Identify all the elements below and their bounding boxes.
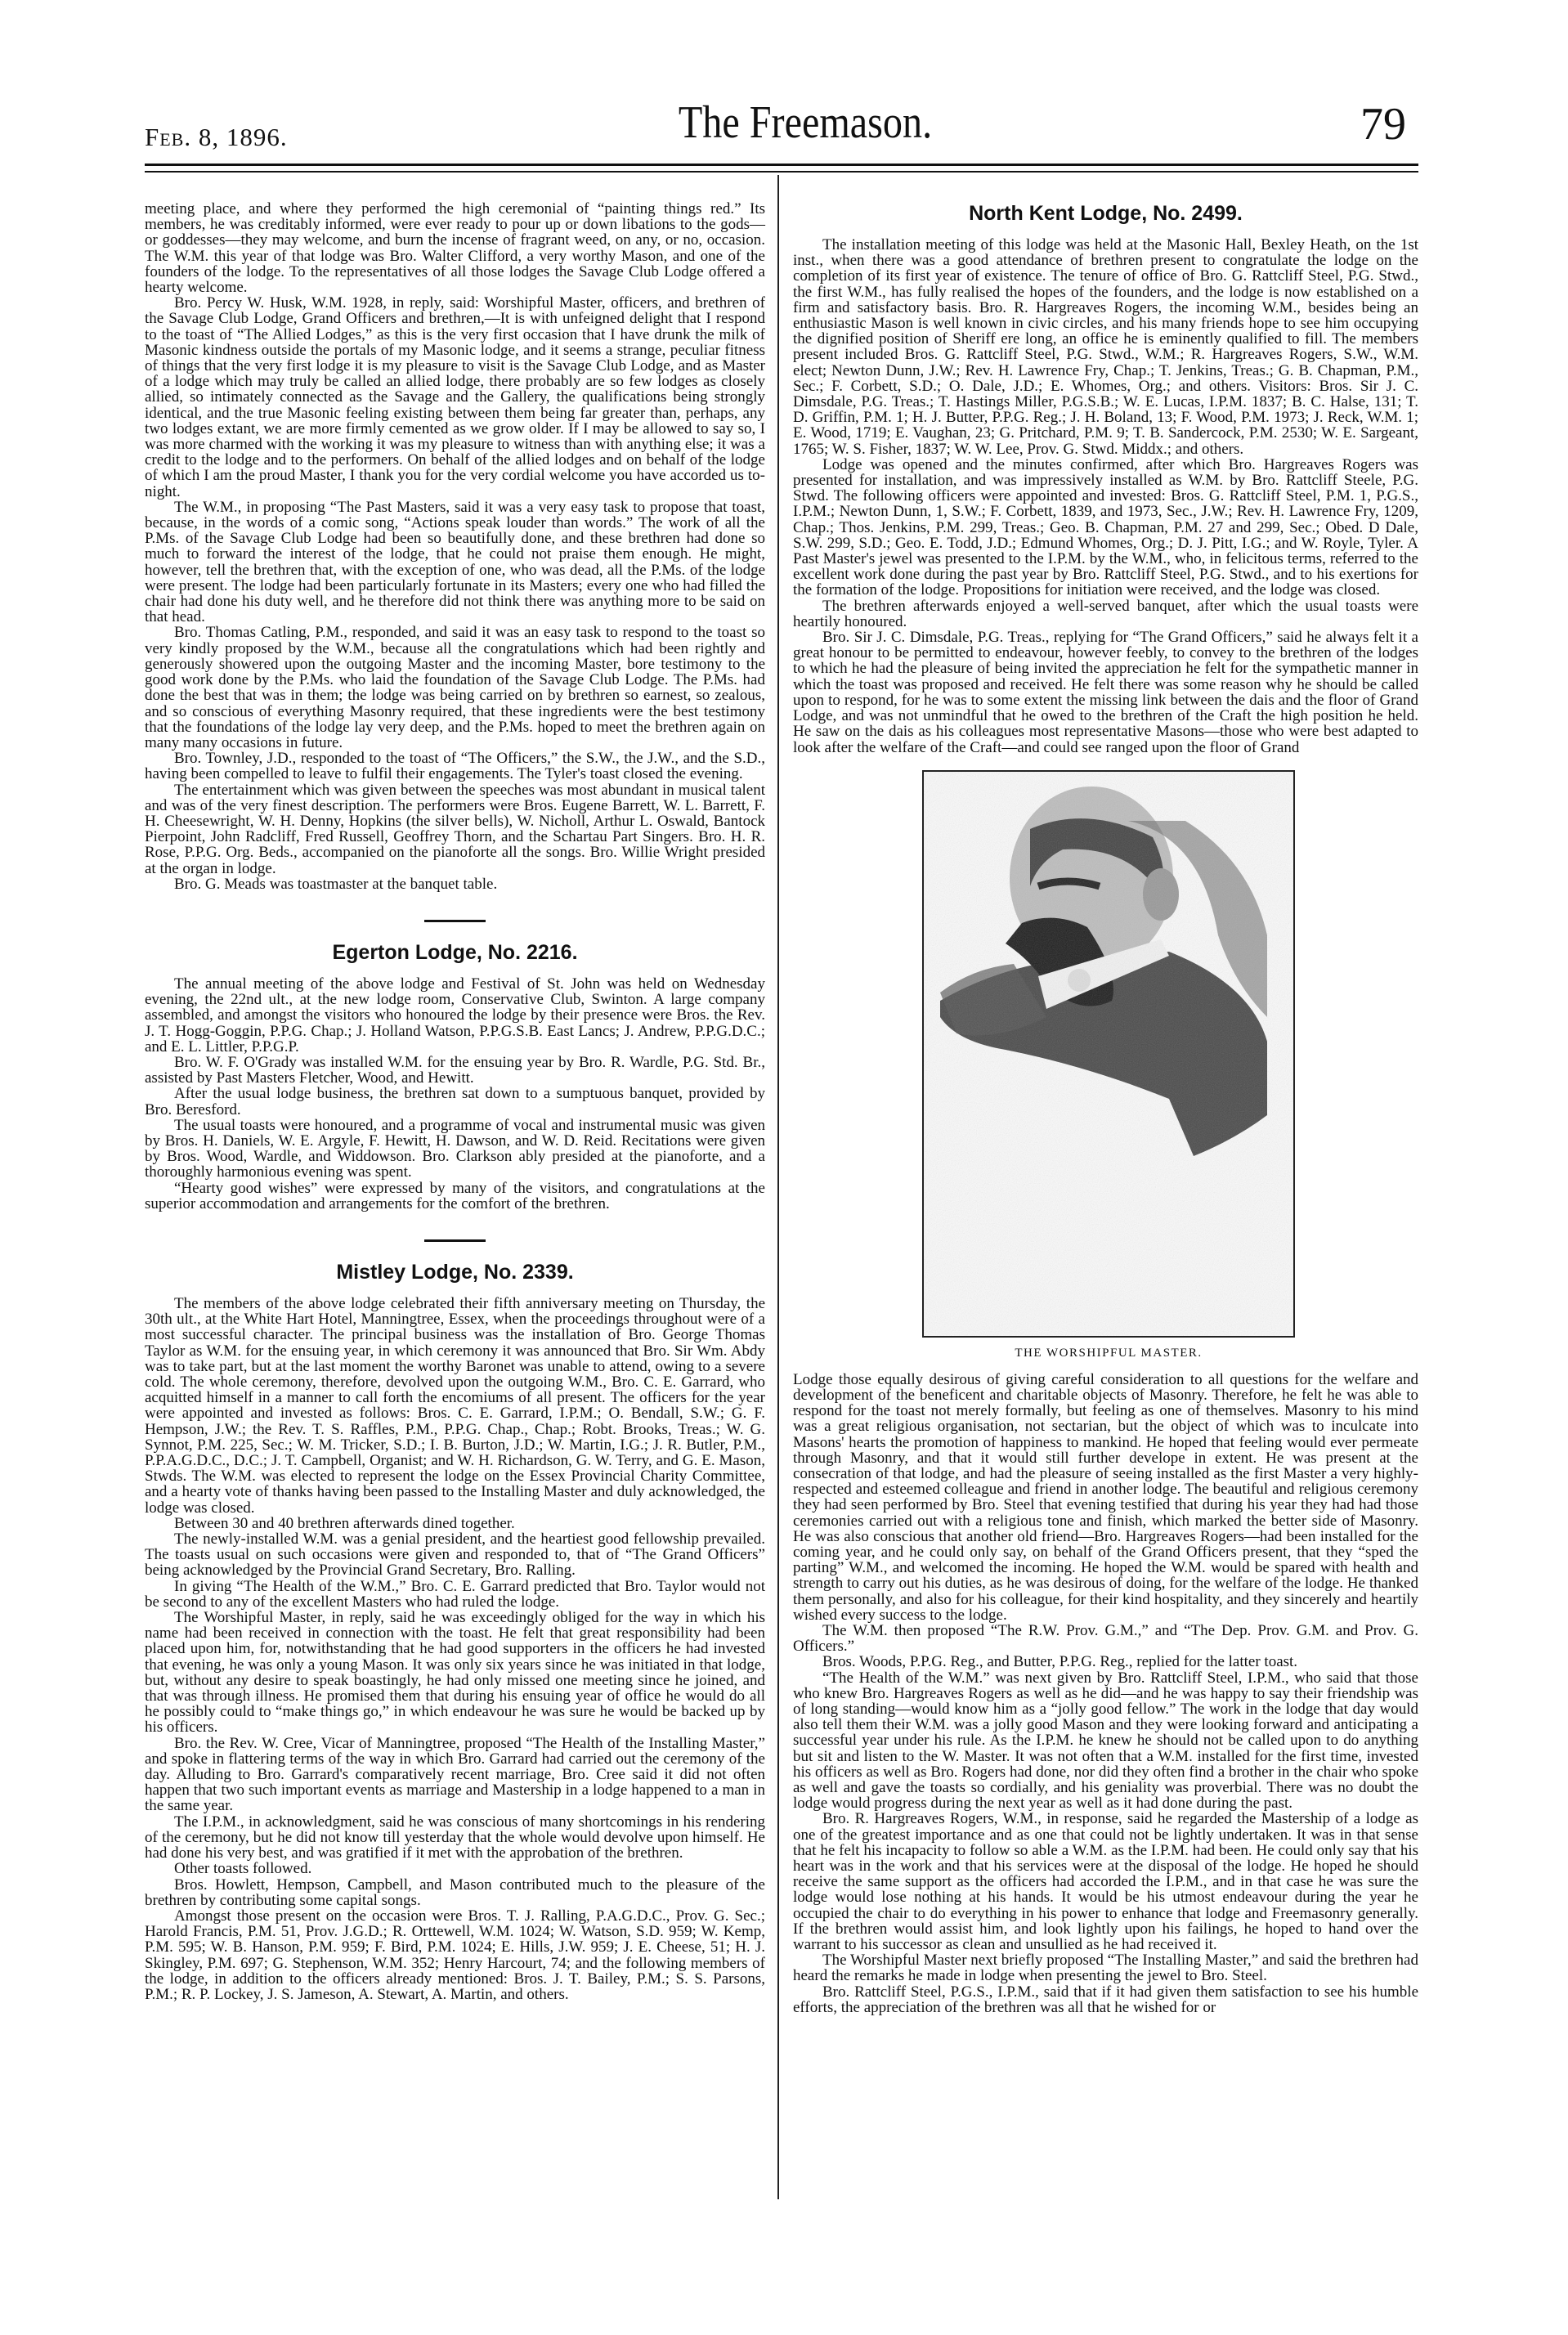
article-paragraph: Bro. Rattcliff Steel, P.G.S., I.P.M., said that if it had given them satisfaction to see his humble efforts, the appreciation of the brethren was all that he wished for or xyxy=(793,1983,1418,2016)
article-paragraph: Other toasts followed. xyxy=(174,1860,312,1878)
article-heading: Egerton Lodge, No. 2216. xyxy=(332,940,578,964)
article-paragraph: The Worshipful Master, in reply, said he was exceedingly obliged for the way in which his name had been received in connection with the toast. He felt that great responsibility had been placed upon him, for, notwithstanding that he had good supporters in the officers he had invested that evening, he was only a young Mason. It was only six years since he was initiated in that lodge, but, without any desire to speak boastingly, he had only missed one meeting since he joined, and that was through illness. He promised them that during his ensuing year of office he would do all he possibly could to “make things go,” in which endeavour he was sure he would be backed up by his officers. xyxy=(145,1609,765,1737)
article-paragraph: The newly-installed W.M. was a genial president, and the heartiest good fellowship prevailed. The toasts usual on such occasions were given and responded to, that of “The Grand Officers” being acknowledged by the Provincial Grand Secretary, Bro. Ralling. xyxy=(145,1531,765,1580)
article-paragraph: The brethren afterwards enjoyed a well-served banquet, after which the usual toasts were heartily honoured. xyxy=(793,597,1418,630)
article-paragraph: Bros. Woods, P.P.G. Reg., and Butter, P.P.G. Reg., replied for the latter toast. xyxy=(822,1653,1298,1671)
article-paragraph: Between 30 and 40 brethren afterwards dined together. xyxy=(174,1514,515,1532)
article-paragraph: meeting place, and where they performed the high ceremonial of “painting things red.” Its members, he was creditably informed, were ever ready to pour up or down libations to the gods—or goddesses—they may welcome, and burn the incense of fragrant weed, on any, or no, occasion. The W.M. this year of that lodge was Bro. Walter Clifford, a very worthy Mason, and one of the founders of the lodge. To the representatives of all those lodges the Savage Club Lodge offered a hearty welcome. xyxy=(145,200,765,297)
article-heading: Mistley Lodge, No. 2339. xyxy=(336,1260,574,1284)
issue-date: Feb. 8, 1896. xyxy=(145,123,288,151)
mistley-lodge-article xyxy=(145,1260,765,2002)
article-paragraph: Bros. Howlett, Hempson, Campbell, and Mason contributed much to the pleasure of the brethren by contributing some capital songs. xyxy=(145,1876,765,1909)
article-paragraph: Bro. W. F. O'Grady was installed W.M. for the ensuing year by Bro. R. Wardle, P.G. Std. Br., assisted by Past Masters Fletcher, Wood, and Hewitt. xyxy=(145,1053,765,1087)
article-paragraph: The installation meeting of this lodge was held at the Masonic Hall, Bexley Heath, on the 1st inst., when there was a good attendance of brethren present to congratulate the lodge on the completion of its first year of existence. The tenure of office of Bro. G. Rattcliff Steel, P.G. Stwd., the first W.M., has fully realised the hopes of the founders, and the lodge is now established on a firm and satisfactory basis. Bro. R. Hargreaves Rogers, the incoming W.M., besides being an enthusiastic Mason is well known in civic circles, and his many friends hope to see him occupying the dignified position of Sheriff ere long, an office he is eminently qualified to fill. The members present included Bros. G. Rattcliff Steel, P.G. Stwd., W.M.; R. Hargreaves Rogers, S.W., W.M. elect; Newton Dunn, J.W.; Rev. H. Lawrence Fry, Chap.; T. Jenkins, Treas.; G. B. Chapman, P.M., Sec.; F. Corbett, S.D.; O. Dale, J.D.; E. Whomes, Org.; and others. Visitors: Bros. Sir J. C. Dimsdale, P.G. Treas.; T. Hastings Miller, P.G.S.B.; W. E. Lucas, I.P.M. 1837; B. C. Halse, 131; T. D. Griffin, P.M. 1; H. J. Butter, P.P.G. Reg.; J. H. Boland, 13; F. Wood, P.M. 1973; J. Reck, W.M. 1; E. Wood, 1719; E. Vaughan, 23; G. Pritchard, P.M. 9; T. B. Sandercock, P.M. 2530; W. E. Sargeant, 1765; W. S. Fisher, 1837; W. W. Lee, Prov. G. Stwd. Middx.; and others. xyxy=(793,236,1418,458)
article-paragraph: The annual meeting of the above lodge and Festival of St. John was held on Wednesday evening, the 22nd ult., at the new lodge room, Conservative Club, Swinton. A large company assembled, and amongst the visitors who honoured the lodge by their presence were Bros. the Rev. J. T. Hogg-Goggin, P.P.G. Chap.; J. Holland Watson, P.P.G.S.B. East Lancs; J. Andrew, P.P.G.D.C.; and E. L. Littler, P.P.G.P. xyxy=(145,975,765,1055)
right-column xyxy=(793,201,1418,2015)
masthead-rule xyxy=(145,164,1418,166)
article-paragraph: “Hearty good wishes” were expressed by many of the visitors, and congratulations at the superior accommodation and arrangements for the comfort of the brethren. xyxy=(145,1179,765,1212)
article-paragraph: The Worshipful Master next briefly proposed “The Installing Master,” and said the brethren had heard the remarks he made in lodge when presenting the jewel to Bro. Steel. xyxy=(793,1952,1418,1985)
page-number: 79 xyxy=(1360,99,1406,150)
article-paragraph: Lodge was opened and the minutes confirmed, after which Bro. Hargreaves Rogers was presented for installation, and was impressively installed as W.M. by Bro. Rattcliff Steele, P.G. Stwd. The following officers were appointed and invested: Bros. G. Rattcliff Steel, P.M. 1, P.G.S., I.P.M.; Newton Dunn, 1, S.W.; F. Corbett, 1839, and 1973, Sec., J.W.; Rev. H. Lawrence Fry, 1209, Chap.; Thos. Jenkins, P.M. 299, Treas.; Geo. B. Chapman, P.M. 27 and 299, Sec.; Obed. D Dale, S.W. 299, S.D.; Geo. E. Todd, J.D.; Edmund Whomes, Org.; D. J. Pitt, I.G.; and W. Royle, Tyler. A Past Master's jewel was presented to the I.P.M. by the W.M., who, in felicitous terms, referred to the excellent work done during the past year by Bro. Rattcliff Steel, P.G. Stwd., and to his exertions for the formation of the lodge. Propositions for initiation were received, and the lodge was closed. xyxy=(793,455,1418,599)
article-paragraph: Bro. R. Hargreaves Rogers, W.M., in response, said he regarded the Mastership of a lodge as one of the greatest importance and as one that could not be lightly undertaken. It was in that sense that he felt his incapacity to follow so able a W.M. as the I.P.M. had been. He could only say that his heart was in the work and that his services were at the disposal of the lodge. He hoped he should receive the same support as the officers had accorded the I.P.M., and in that case he was sure the lodge would lose nothing at his hands. It would be his utmost endeavour during the year he occupied the chair to do everything in his power to enhance that lodge and Freemasonry generally. If the brethren would assist him, and look lightly upon his failings, he hoped to hand over the warrant to his successor as clean and unsullied as he had received it. xyxy=(793,1810,1418,1954)
article-paragraph: Amongst those present on the occasion were Bros. T. J. Ralling, P.A.G.D.C., Prov. G. Sec.; Harold Francis, P.M. 51, Prov. J.G.D.; R. Orttewell, W.M. 1024; W. Watson, S.D. 959; W. Kemp, P.M. 595; W. B. Hanson, P.M. 959; F. Bird, P.M. 1024; E. Hills, J.W. 959; J. E. Cheese, 51; H. J. Skingley, P.M. 697; G. Stephenson, W.M. 352; Henry Harcourt, 74; and the following members of the lodge, in addition to the officers already mentioned: Bros. J. T. Bailey, P.M.; S. S. Parsons, P.M.; R. P. Lockey, J. S. Jameson, A. Stewart, A. Martin, and others. xyxy=(145,1907,765,2003)
article-paragraph: Bro. G. Meads was toastmaster at the banquet table. xyxy=(174,875,498,893)
portrait-photo xyxy=(922,770,1295,1338)
masthead-rule-thin xyxy=(145,171,1418,173)
column-divider xyxy=(777,175,779,2199)
article-paragraph: The entertainment which was given between the speeches was most abundant in musical talent and was of the very finest description. The performers were Bros. Eugene Barrett, W. L. Barrett, F. H. Cheesewright, W. H. Denny, Hopkins (the silver bells), W. Nicholl, Arthur L. Oswald, Bantock Pierpoint, John Radcliff, Fred Russell, Geoffrey Thorn, and the Schartau Part Singers. Bro. H. R. Rose, P.P.G. Org. Beds., accompanied on the pianoforte all the songs. Bro. Willie Wright presided at the organ in lodge. xyxy=(145,781,765,877)
left-column xyxy=(145,201,765,2002)
article-paragraph: In giving “The Health of the W.M.,” Bro. C. E. Garrard predicted that Bro. Taylor would not be second to any of the excellent Masters who had ruled the lodge. xyxy=(145,1577,765,1611)
portrait-figure xyxy=(922,770,1295,1360)
article-paragraph: The members of the above lodge celebrated their fifth anniversary meeting on Thursday, the 30th ult., at the White Hart Hotel, Manningtree, Essex, when the proceedings throughout were of a most successful character. The principal business was the installation of Bro. George Thomas Taylor as W.M. for the ensuing year, in which ceremony it was announced that Bro. Sir Wm. Abdy was to take part, but at the last moment the worthy Baronet was unable to attend, owing to a severe cold. The whole ceremony, therefore, devolved upon the outgoing W.M., Bro. C. E. Garrard, who acquitted himself in a manner to call forth the encomiums of all present. The officers for the year were appointed and invested as follows: Bros. C. E. Garrard, I.P.M.; O. Bendall, S.W.; G. F. Hempson, J.W.; the Rev. T. S. Raffles, P.M., P.P.G. Chap., Chap.; Robt. Brooks, Treas.; W. G. Synnot, P.M. 225, Sec.; W. M. Tricker, S.D.; I. B. Burton, J.D.; W. Martin, I.G.; J. R. Butler, P.M., P.P.A.G.D.C., D.C.; J. T. Campbell, Organist; and W. H. Richardson, G. W. Terry, and G. E. Mason, Stwds. The W.M. was elected to represent the lodge on the Essex Provincial Charity Committee, and a hearty vote of thanks having been passed to the Installing Master and duly acknowledged, the lodge was closed. xyxy=(145,1294,765,1517)
newspaper-title: The Freemason. xyxy=(678,97,933,148)
article-paragraph: Lodge those equally desirous of giving careful consideration to all questions for the welfare and development of the beneficent and charitable objects of Masonry. Therefore, he felt he was able to respond for the toast not merely formally, but feeling as one of themselves. Masonry to his mind was a great religious organisation, not sectarian, but the object of which was to inculcate into Masons' hearts the promotion of happiness to mankind. He hoped that feeling would ever permeate through Masonry, and that it would still further develope in extent. He was present at the consecration of that lodge, and had the pleasure of seeing installed as the first Master a very highly-respected and esteemed colleague and friend in another lodge. The beautiful and religious ceremony they had seen performed by Bro. Steel that evening testified that during his year they had had those ceremonies carried out with a religious tone and finish, which marked the better side of Masonry. He was also conscious that another old friend—Bro. Hargreaves Rogers—had been installed for the coming year, and he could only say, on behalf of the Grand Officers present, that they “sped the parting” W.M., and welcomed the incoming. He hoped the W.M. would be spared with health and strength to carry out his duties, as he was desirous of doing, for the welfare of the lodge. He thanked them personally, and also for his colleague, for their kind hospitality, and they sincerely and heartily wished every success to the lodge. xyxy=(793,1370,1418,1624)
savage-club-article xyxy=(145,201,765,892)
section-separator xyxy=(424,1239,486,1242)
article-paragraph: Bro. Percy W. Husk, W.M. 1928, in reply, said: Worshipful Master, officers, and brethren of the Savage Club Lodge, Grand Officers and brethren,—It is with unfeigned delight that I respond to the toast of “The Allied Lodges,” as this is the very first occasion that I have drunk the milk of Masonic kindness outside the portals of my Masonic lodge, and it seems a strange, peculiar fitness of things that the very first lodge it is my pleasure to visit is the Savage Club Lodge, and as Master of a lodge which may truly be called an allied lodge, there probably are so few lodges as closely allied, so intimately connected as the Savage and the Gallery, the qualifications being strongly identical, and the true Masonic feeling existing between them being far greater than, perhaps, any two lodges extant, we are more firmly cemented as we grow older. If I may be allowed to say so, I was more charmed with the working it was my pleasure to witness than with anything else; it was a credit to the lodge and to the performers. On behalf of the allied lodges and on behalf of the lodge of which I am the proud Master, I thank you for the very cordial welcome you have accorded us to-night. xyxy=(145,294,765,500)
article-paragraph: The I.P.M., in acknowledgment, said he was conscious of many shortcomings in his rendering of the ceremony, but he did not know till yesterday that the whole would devolve upon himself. He had done his very best, and was gratified if it met with the approbation of the brethren. xyxy=(145,1813,765,1862)
article-heading: North Kent Lodge, No. 2499. xyxy=(969,202,1243,225)
north-kent-lodge-article xyxy=(793,201,1418,2015)
article-paragraph: The W.M. then proposed “The R.W. Prov. G.M.,” and “The Dep. Prov. G.M. and Prov. G. Officers.” xyxy=(793,1621,1418,1656)
egerton-lodge-article xyxy=(145,940,765,1212)
article-paragraph: Bro. Thomas Catling, P.M., responded, and said it was an easy task to respond to the toast so very kindly proposed by the W.M., because all the congratulations which had been rightly and generously showered upon the outgoing Master and the incoming Master, bore testimony to the good work done by the P.Ms. who laid the foundation of the Savage Club Lodge. The P.Ms. had done the best that was in them; the lodge was being carried on by brethren so earnest, so zealous, and so conscious of everything Masonry required, that these ingredients were the best testimony that the foundations of the lodge lay very deep, and the P.Ms. hoped to meet the brethren again on many many occasions in future. xyxy=(145,624,765,751)
article-paragraph: “The Health of the W.M.” was next given by Bro. Rattcliff Steel, I.P.M., who said that those who knew Bro. Hargreaves Rogers as well as he did—and he was happy to say their friendship was of long standing—would know him as a “jolly good fellow.” The work in the lodge that day would also tell them their W.M. was a jolly good Mason and they were looking forward and anticipating a successful year under his rule. As the I.P.M. he knew he should not be called upon to do anything but sit and listen to the W. Master. It was not often that a W.M. installed for the first time, invested his officers as well as Bro. Rogers had done, nor did they often find a brother in the chair who spoke as well and gave the toasts so cordially, and his geniality was proverbial. There was no doubt the lodge would progress during the next year as well as it had done during the past. xyxy=(793,1669,1418,1813)
article-paragraph: Bro. Townley, J.D., responded to the toast of “The Officers,” the S.W., the J.W., and the S.D., having been compelled to leave to fulfil their engagements. The Tyler's toast closed the evening. xyxy=(145,750,765,783)
article-paragraph: After the usual lodge business, the brethren sat down to a sumptuous banquet, provided by Bro. Beresford. xyxy=(145,1085,765,1118)
article-paragraph: Bro. Sir J. C. Dimsdale, P.G. Treas., replying for “The Grand Officers,” said he always felt it a great honour to be permitted to endeavour, however feebly, to convey to the brethren of the lodges to which he had the pleasure of being invited the appreciation he felt for the sympathetic manner in which the toast was proposed and received. He felt there was some reason why he should be called upon to respond, for he was to some extent the missing link between the dais and the floor of Grand Lodge, and was not unmindful that he owed to the brethren of the Craft the high position he held. He saw on the dais as his colleagues most representative Masons—those who were best adapted to look after the welfare of the Craft—and could see ranged upon the floor of Grand xyxy=(793,629,1418,756)
article-paragraph: Bro. the Rev. W. Cree, Vicar of Manningtree, proposed “The Health of the Installing Master,” and spoke in flattering terms of the way in which Bro. Garrard had carried out the ceremony of the day. Alluding to Bro. Garrard's comparatively recent marriage, Bro. Cree said it did not often happen that two such important events as marriage and Mastership in a lodge happened to a man in the same year. xyxy=(145,1734,765,1815)
article-paragraph: The W.M., in proposing “The Past Masters, said it was a very easy task to propose that toast, because, in the words of a comic song, “Actions speak louder than words.” The work of all the P.Ms. of the Savage Club Lodge had been so beautifully done, and these brethren had done so much to forward the interest of the lodge, that he could not praise them enough. He might, however, tell the brethren that, with the exception of one, who was dead, all the P.Ms. of the lodge were present. The lodge had been particularly fortunate in its Masters; every one who had filled the chair had done his duty well, and he therefore did not think there was anything more to be said on that head. xyxy=(145,498,765,626)
section-separator xyxy=(424,920,486,922)
photo-caption: THE WORSHIPFUL MASTER. xyxy=(1015,1346,1203,1360)
article-paragraph: The usual toasts were honoured, and a programme of vocal and instrumental music was given by Bros. H. Daniels, W. E. Argyle, F. Hewitt, H. Dawson, and W. D. Reid. Recitations were given by Bros. Wood, Wardle, and Widdowson. Bro. Clarkson ably presided at the pianoforte, and a thoroughly harmonious evening was spent. xyxy=(145,1116,765,1181)
